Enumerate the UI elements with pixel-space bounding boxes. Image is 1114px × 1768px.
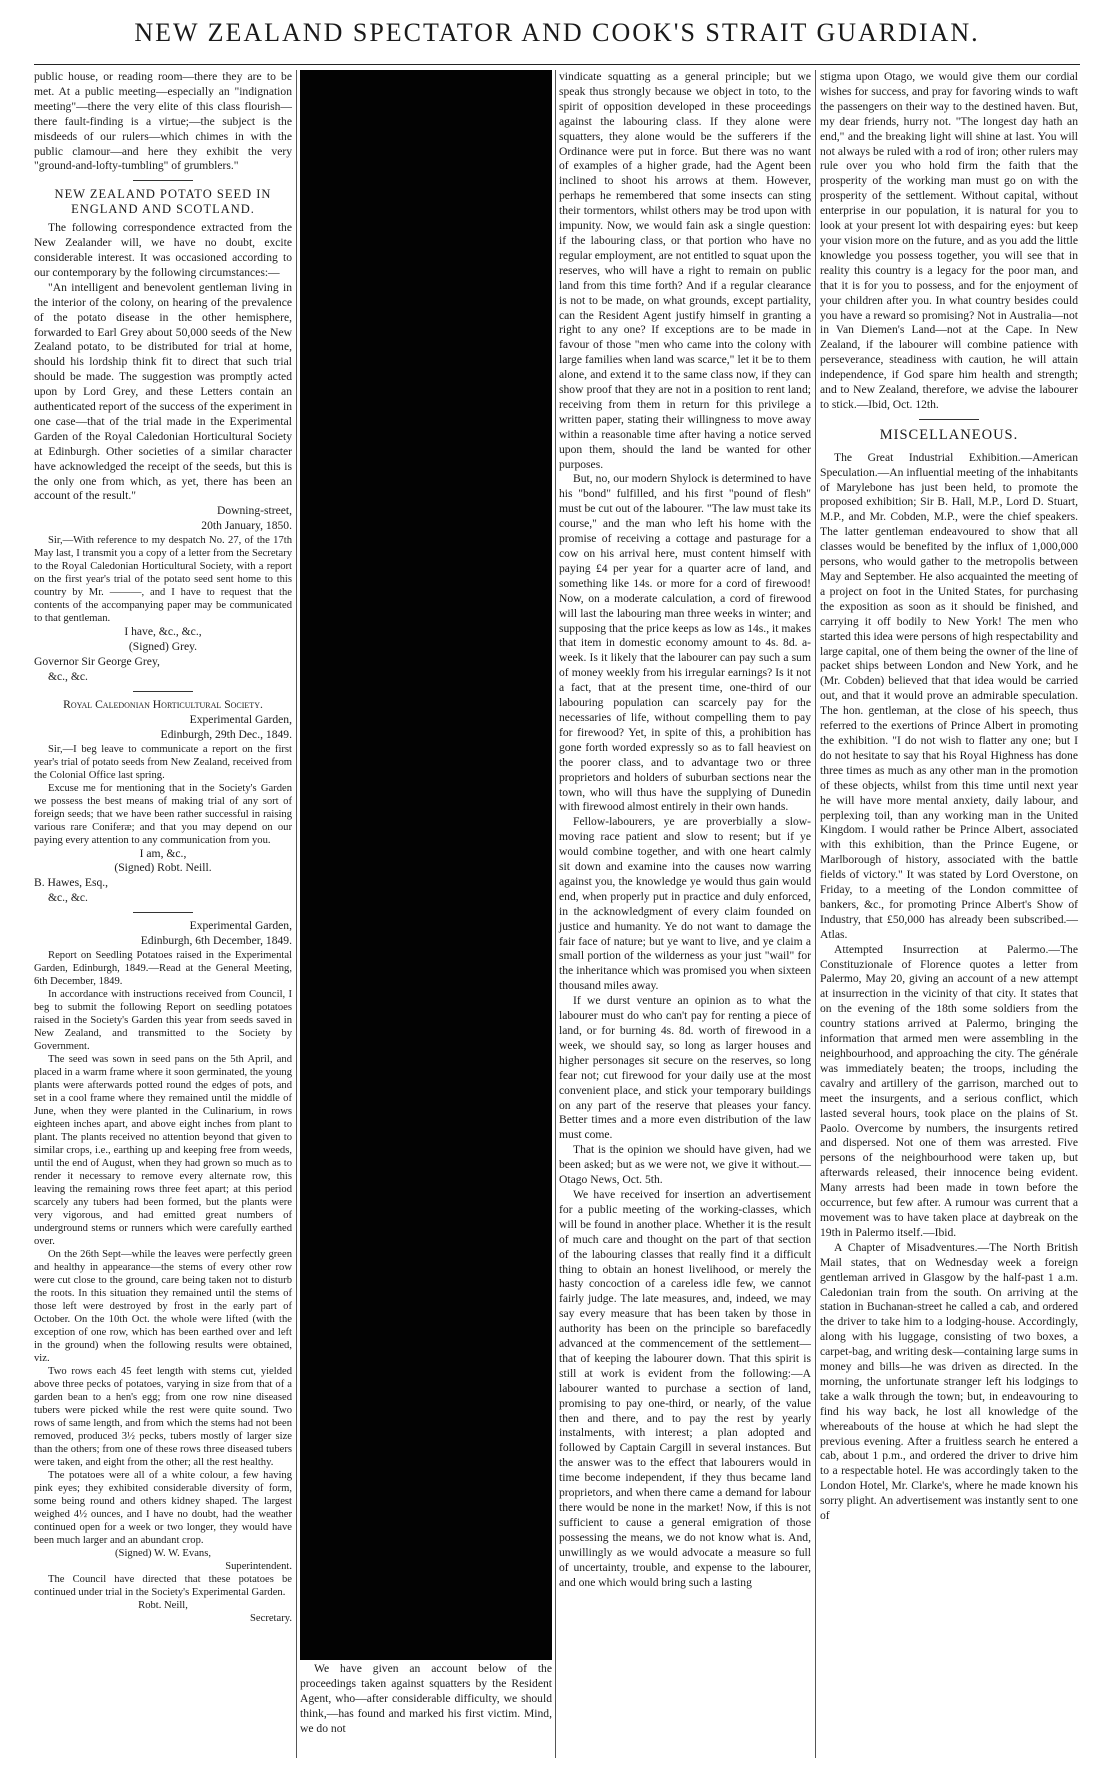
signature: (Signed) W. W. Evans,	[115, 1547, 211, 1559]
paragraph: Fellow-labourers, ye are proverbially a slow-moving race patient and slow to resent; but if ye would combine together, and with one heart calmly sit down and examine into the causes now warring against you, the knowledge ye would thus gain would end, when properly put in practice and duly enforced, in the acknowledgment of every claim founded on justice and humanity. Ye do not want to damage the fair face of nature; but ye want to live, and ye claim a small portion of the wilderness as your just "wail" for the inheritance which was promised you when sixteen thousand miles away.	[559, 815, 811, 993]
section-divider	[133, 180, 193, 181]
dateline: Edinburgh, 6th December, 1849.	[140, 934, 292, 948]
dateline: Edinburgh, 29th Dec., 1849.	[160, 727, 292, 741]
paragraph: That is the opinion we should have given, had we been asked; but as we were not, we give it without.—Otago News, Oct. 5th.	[559, 1143, 811, 1187]
paragraph: But, no, our modern Shylock is determined to have his "bond" fulfilled, and his first "pound of flesh" must be cut out of the labourer. "The law must take its course," and the man who left his home with the promise of receiving a cottage and pasturage for a cow on his arrival here, must content himself with paying £4 per year for a quarter acre of land, and something like 14s. or more for a cord of firewood! Now, on a moderate calculation, a cord of firewood will last the labouring man three weeks in winter; and supposing that the price keeps as low as 14s., it makes that item in domestic economy amount to 4s. 8d. a-week. Is it likely that the labourer can pay such a sum of money weekly from his irregular earnings? Is it not a fact, that at the present time, one-third of our labouring population can scarcely pay for the necessaries of life, without compelling them to pay for firewood? Yet, in spite of this, a prohibition has gone forth worded expressly so as to fall heaviest on the poorer class, and to advantage two or three proprietors and holders of suburban sections near the town, who will thus have the supplying of Dunedin with firewood almost entirely in their own hands.	[559, 472, 811, 814]
column-rule	[296, 70, 297, 1758]
paragraph: The Great Industrial Exhibition.—American Speculation.—An influential meeting of the inhabitants of Marylebone has just been held, to promote the proposed exhibition; Sir B. Hall, M.P., Lord D. Stuart, M.P., and Mr. Cobden, M.P., were the chief speakers. The latter gentleman endeavoured to show that all classes would be benefited by the influx of 1,000,000 persons, who would gather to the metropolis between May and September. He also acquainted the meeting of a project on foot in the United States, for purchasing the exposition as soon as it should be finished, and carrying it off bodily to New York! The men who started this idea were persons of high respectability and large capital, one of them being the owner of the line of packet ships between London and New York, and he (Mr. Cobden) believed that that idea would be carried out, and that it would prove an admirable speculation. The hon. gentleman, at the close of his speech, thus referred to the exertions of Prince Albert in promoting the exhibition. "I do not wish to flatter any one; but I do not hesitate to say that his Royal Highness has done three times as much as any other man in the promotion of these objects, whilst from this time until next year he will have more mental anxiety, daily labour, and perplexing toil, than any working man in the United Kingdom. I would rather be Prince Albert, associated with this exhibition, than the Prince Eugene, or Marlborough of history, associated with the battle fields of victory." It was stated by Lord Overstone, on Friday, to a meeting of the London committee of bankers, &c., for promoting Prince Albert's Show of Industry, that £50,000 has already been subscribed.—Atlas.	[820, 450, 1078, 941]
section-divider	[133, 912, 193, 913]
signature: Robt. Neill,	[138, 1599, 188, 1611]
column-4	[820, 70, 1078, 1524]
paragraph: On the 26th Sept—while the leaves were perfectly green and healthy in appearance—the stems of every other row were cut close to the ground, care being taken not to disturb the roots. In this situation they remained until the stems of those left were destroyed by frost in the early part of October. On the 10th Oct. the whole were lifted (with the exception of one row, which has been earthed over and left in the ground) when the following results were obtained, viz.	[34, 1248, 292, 1364]
closing: I have, &c., &c.,	[124, 625, 202, 639]
dateline: Experimental Garden,	[189, 919, 292, 933]
section-divider	[919, 419, 979, 420]
section-heading: NEW ZEALAND POTATO SEED IN ENGLAND AND SCOTLAND.	[54, 187, 272, 217]
paragraph: public house, or reading room—there they are to be met. At a public meeting—especially an "indignation meeting"—there the very elite of this class flourish—there fault-finding is a virtue;—the subject is the misdeeds of our rulers—which chimes in with the public clamour—and here they exhibit the very "ground-and-lofty-tumbling" of grumblers."	[34, 70, 292, 173]
paragraph: The potatoes were all of a white colour, a few having pink eyes; they exhibited considerable diversity of form, some being round and others kidney shaped. The largest weighed 4½ ounces, and I have no doubt, had the weather continued open for a week or two longer, they would have been much larger and an abundant crop.	[34, 1469, 292, 1546]
paragraph: A Chapter of Misadventures.—The North British Mail states, that on Wednesday week a foreign gentleman arrived in Glasgow by the half-past 1 a.m. Caledonian train from the south. On arriving at the station in Buchanan-street he called a cab, and ordered the driver to take him to a lodging-house. Accordingly, along with his luggage, consisting of two boxes, a carpet-bag, and writing desk—containing large sums in money and bills—he was driven as directed. In the morning, the unfortunate stranger left his lodgings to take a walk through the town; but, in endeavouring to find his way back, he lost all knowledge of the whereabouts of the house at which he had slept the previous evening. After a fruitless search he entered a cab, about 1 p.m., and ordered the driver to drive him to a respectable hotel. He was accordingly taken to the London Hotel, Mr. Clarke's, where he made known his sorry plight. An advertisement was instantly sent to one of	[820, 1240, 1078, 1523]
column-3	[559, 70, 811, 1590]
addressee: &c., &c.	[48, 669, 88, 683]
addressee: B. Hawes, Esq.,	[34, 876, 109, 890]
dateline: Experimental Garden,	[189, 712, 292, 726]
paragraph: We have received for insertion an advertisement for a public meeting of the working-classes, which will be found in another place. Whether it is the result of much care and thought on the part of that section of the labouring classes that really find it a difficult thing to obtain an honest livelihood, or merely the hasty concoction of a careless idle few, we cannot fairly judge. The late measures, and, indeed, we may say every measure that has been taken by those in authority has been on the principle so barefacedly advanced at the commencement of the settlement—that of keeping the labourer down. That this spirit is still at work is evident from the following:—A labourer wanted to purchase a section of land, promising to pay one-third, or nearly, of the value then and there, and to pay the rest by yearly instalments, with interest; a plan adopted and followed by Captain Cargill in several instances. But the answer was to the effect that labourers would in time become independent, if they thus became land proprietors, and when there came a demand for labour there would be none in the market! Now, if this is not sufficient to cause a general emigration of those possessing the means, we do not know what is. And, unwillingly as we would advocate a measure so full of uncertainty, trouble, and expense to the labourer, and one which would bring such a lasting	[559, 1187, 811, 1589]
paragraph: The following correspondence extracted from the New Zealander will, we have no doubt, excite considerable interest. It was occasioned according to our contemporary by the following circumstances:—	[34, 221, 292, 279]
column-rule	[815, 70, 816, 1758]
paragraph: vindicate squatting as a general principle; but we speak thus strongly because we object in toto, to the spirit of opposition developed in these proceedings against the labouring class. If they alone were squatters, they alone would be the sufferers if the Ordinance were put in force. But there was no want of examples of a higher grade, had the Agent been inclined to shoot his arrows at them. However, perhaps he remembered that some insects can sting their tormentors, whilst others may be trod upon with impunity. Now, we would fain ask a single question: if the labouring class, or that portion who have no regular employment, are not entitled to squat upon the reserves, who will have a right to remain on public land from this time forth? And if a regular clearance is not to be made, on what grounds, except partiality, can the Resident Agent justify himself in granting a right to any one? If exceptions are to be made in favour of those "men who came into the colony with large families when land was scarce," let it be to them alone, and extend it to the same class now, if they can show proof that they are not in a position to rent land; receiving from them in return for this privilege a written paper, stating their willingness to move away within a reasonable time after having a notice served upon them, should the land be wanted for other purposes.	[559, 70, 811, 471]
column-2-bottom	[300, 1662, 552, 1737]
signature: (Signed) Grey.	[128, 640, 198, 654]
paragraph: Sir,—With reference to my despatch No. 27, of the 17th May last, I transmit you a copy of a letter from the Secretary to the Royal Caledonian Horticultural Society, with a report on the first year's trial of the potato seed sent home to this country by Mr. ———, and I have to request that the contents of the accompanying paper may be communicated to that gentleman.	[34, 535, 292, 625]
paragraph: The Council have directed that these potatoes be continued under trial in the Society's Experimental Garden.	[34, 1573, 292, 1598]
paragraph: Report on Seedling Potatoes raised in the Experimental Garden, Edinburgh, 1849.—Read at the General Meeting, 6th December, 1849.	[34, 949, 292, 987]
paragraph: Attempted Insurrection at Palermo.—The Constituzionale of Florence quotes a letter from Palermo, May 20, giving an account of a new attempt at insurrection in the vicinity of that city. It states that on the evening of the 18th some soldiers from the country stations arrived at Palermo, bringing the information that armed men were assembling in the neighbourhood, and approaching the city. The générale was immediately beaten; the troops, including the cavalry and artillery of the garrison, marched out to meet the insurgents, and a serious conflict, which lasted several hours, took place on the plains of St. Paolo. Overcome by numbers, the insurgents retired and dispersed. Not one of them was arrested. Five persons of the neighbourhood were taken up, but afterwards released, their innocence being evident. Many arrests had been made in town before the occurrence, but few after. A rumour was current that a movement was to have taken place at daybreak on the 19th in Palermo itself.—Ibid.	[820, 942, 1078, 1239]
dateline: 20th January, 1850.	[201, 519, 292, 533]
redacted-block	[300, 70, 552, 1660]
paragraph: "An intelligent and benevolent gentleman living in the interior of the colony, on hearing of the prevalence of the potato disease in the other hemisphere, forwarded to Earl Grey about 50,000 seeds of the New Zealand potato, to be distributed for trial at home, should his lordship think fit to direct that such trial should be made. The suggestion was promptly acted upon by Lord Grey, and these Letters contain an authenticated report of the success of the experiment in one case—that of the trial made in the Experimental Garden of the Royal Caledonian Horticultural Society at Edinburgh. Other societies of a similar character have acknowledged the receipt of the seeds, but this is the only one from which, as yet, there has been an account of the result."	[34, 280, 292, 503]
column-rule	[555, 70, 556, 1758]
masthead-rule	[34, 64, 1080, 65]
column-1	[34, 70, 292, 1625]
signature-title: Secretary.	[250, 1612, 292, 1624]
paragraph: We have given an account below of the proceedings taken against squatters by the Resident Agent, who—after considerable difficulty, we should think,—has found and marked his first victim. Mind, we do not	[300, 1662, 552, 1735]
addressee: Governor Sir George Grey,	[34, 655, 160, 668]
closing: I am, &c.,	[139, 846, 187, 860]
signature: (Signed) Robt. Neill.	[114, 861, 212, 875]
paragraph: Two rows each 45 feet length with stems cut, yielded above three pecks of potatoes, varying in size from that of a garden bean to a hen's egg; from one row nine diseased tubers were picked while the rest were quite sound. Two rows of same length, and from which the stems had not been removed, produced 3½ pecks, tubers mostly of larger size than the others; from one of these rows three diseased tubers were taken, and eight from the other; all the rest healthy.	[34, 1365, 292, 1468]
paragraph: Excuse me for mentioning that in the Society's Garden we possess the best means of making trial of any sort of foreign seeds; that we have been rather successful in raising various rare Coniferæ; and that you may depend on our paying every attention to any communication from you.	[34, 782, 292, 846]
paragraph: In accordance with instructions received from Council, I beg to submit the following Report on seedling potatoes raised in the Society's Garden this year from seeds saved in New Zealand, and transmitted to the Society by Government.	[34, 988, 292, 1052]
masthead: NEW ZEALAND SPECTATOR AND COOK'S STRAIT GUARDIAN.	[134, 18, 980, 47]
paragraph: The seed was sown in seed pans on the 5th April, and placed in a warm frame where it soon germinated, the young plants were afterwards potted round the edges of pots, and set in a cool frame where they remained until the middle of June, when they were planted in the Culinarium, in rows eighteen inches apart, and above eight inches from plant to plant. The plants received no attention beyond that given to similar crops, i.e., earthing up and keeping free from weeds, until the end of August, when they had grown so much as to render it necessary to remove every alternate row, this leaving the remaining rows three feet apart; at this period scarcely any tubers had been formed, but the plants were very vigorous, and had emitted great numbers of underground stems or runners which were carefully earthed over.	[34, 1053, 292, 1247]
society-heading: Royal Caledonian Horticultural Society.	[63, 697, 263, 711]
section-heading: MISCELLANEOUS.	[879, 426, 1019, 443]
addressee: &c., &c.	[48, 891, 88, 905]
paragraph: If we durst venture an opinion as to what the labourer must do who can't pay for renting a piece of land, or for burning 4s. 8d. worth of firewood in a week, we should say, so long as larger houses and higher personages sit secure on the reserves, so long fear not; cut firewood for your daily use at the most convenient place, and stick your temporary buildings on any part of the reserve that pleases your fancy. Better times and a more even distribution of the law must come.	[559, 994, 811, 1142]
section-divider	[133, 691, 193, 692]
paragraph: stigma upon Otago, we would give them our cordial wishes for success, and pray for favoring winds to waft the passengers on their way to the destined haven. But, my dear friends, hurry not. "The longest day hath an end," and the breaking light will shine at last. You will not always be ruled with a rod of iron; other rulers may rule over you who hold firm the faith that the prosperity of the working man must go on with the prosperity of the settlement. Without capital, without enterprise in our population, it is natural for you to look at your present lot with despairing eyes: but keep your vision more on the future, and as you add the little knowledge you possess together, you will see that in reality this country is a legacy for the poor man, and that it is for you to possess, and for the enjoyment of your children after you. In what country besides could you have a reward so promising? Not in Australia—not in Van Diemen's Land—not at the Cape. In New Zealand, if the labourer will combine patience with perseverance, steadiness with caution, he will attain independence, if God spare him health and strength; and to New Zealand, therefore, we advise the labourer to stick.—Ibid, Oct. 12th.	[820, 70, 1078, 411]
dateline: Downing-street,	[216, 504, 292, 518]
paragraph: Sir,—I beg leave to communicate a report on the first year's trial of potato seeds from New Zealand, received from the Colonial Office last spring.	[34, 743, 292, 781]
signature-title: Superintendent.	[225, 1560, 292, 1572]
